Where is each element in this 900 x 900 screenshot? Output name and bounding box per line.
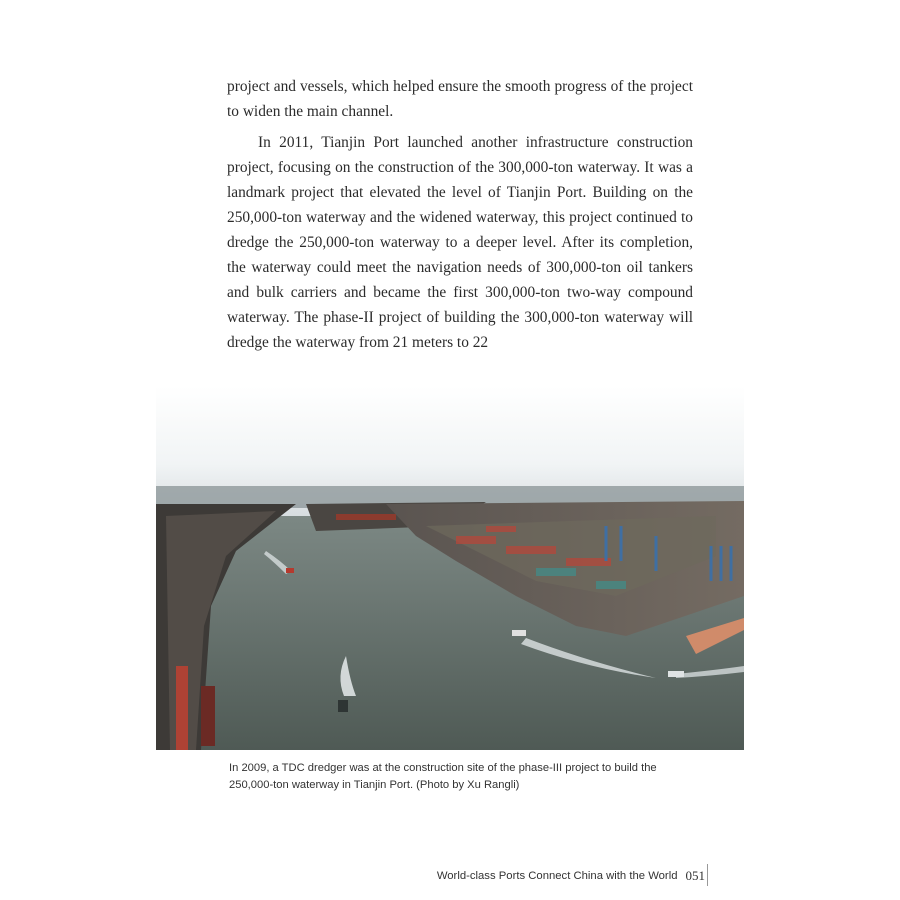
paragraph-2011-project: In 2011, Tianjin Port launched another infrastructure construction project, focusing on the construction of the 300,000-ton waterway. It was a landmark project that elevated the level of Tianjin Port. Building on the 250,000-ton waterway and the widened waterway, this project continued to dredge the 250,000-ton waterway to a deeper level. After its completion, the waterway could meet the navigation needs of 300,000-ton oil tankers and bulk carriers and became the first 300,000-ton two-way compound waterway. The phase-II project of building the 300,000-ton waterway will dredge the waterway from 21 meters to 22 [227, 134, 693, 351]
page-number: 051 [685, 868, 705, 883]
footer-divider [707, 864, 708, 886]
port-aerial-photo [156, 386, 744, 750]
boat-far-right [668, 671, 684, 677]
boat-center [338, 700, 348, 712]
boat-right [512, 630, 526, 636]
page-footer [437, 868, 705, 884]
boat-small [286, 568, 294, 573]
body-text [227, 74, 693, 361]
moored-ship-left [201, 686, 215, 746]
paragraph-continued: project and vessels, which helped ensure the smooth progress of the project to widen the main channel. [227, 78, 693, 120]
left-crane [176, 666, 188, 750]
running-title: World-class Ports Connect China with the World [436, 870, 678, 882]
photo-caption: In 2009, a TDC dredger was at the construction site of the phase-III project to build the 250,000-ton waterway in Tianjin Port. (Photo by Xu Rangli) [229, 762, 657, 791]
